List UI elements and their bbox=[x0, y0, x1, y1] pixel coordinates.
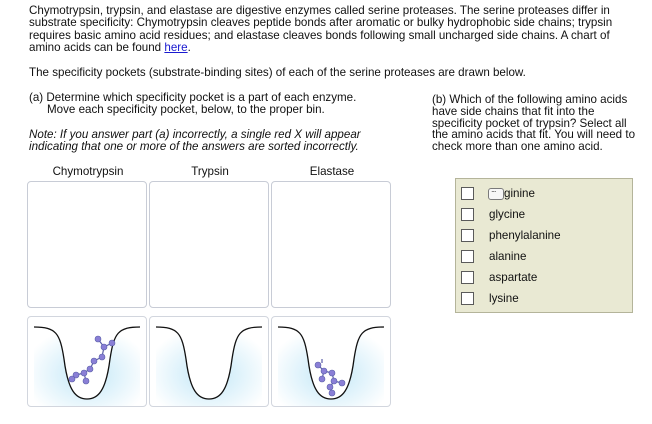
bin-label-chymotrypsin: Chymotrypsin bbox=[52, 165, 124, 178]
intro-paragraph bbox=[29, 5, 629, 55]
question-text: The specificity pockets (substrate-binding sites) of each of the serine proteases are drawn below. bbox=[29, 66, 526, 79]
part-a-instructions bbox=[29, 92, 409, 117]
drop-bin-chymotrypsin[interactable] bbox=[27, 181, 147, 308]
amino-acid-checklist bbox=[455, 178, 633, 313]
drop-bin-elastase[interactable] bbox=[271, 181, 391, 308]
pocket-card-bulky-hydrophobic[interactable] bbox=[27, 316, 147, 407]
part-a-note: Note: If you answer part (a) incorrectly, a single red X will appear indicating that one or more of the answers are sorted incorrectly. bbox=[29, 128, 361, 154]
checkbox-alanine[interactable] bbox=[461, 250, 474, 263]
pocket-deep-empty-drawing bbox=[150, 317, 268, 406]
part-a-line1: (a) Determine which specificity pocket is a part of each enzyme. bbox=[29, 91, 357, 104]
checkbox-phenylalanine[interactable] bbox=[461, 229, 474, 242]
ellipsis-icon[interactable] bbox=[488, 188, 504, 200]
pocket-card-deep-empty[interactable] bbox=[149, 316, 269, 407]
amino-acid-chart-link[interactable]: here bbox=[164, 41, 188, 55]
part-b-question: (b) Which of the following amino acids have side chains that fit into the specificity pocket of trypsin? Select all the amino acids that fit. You will need to check more than one amino acid. bbox=[432, 93, 636, 154]
checkbox-row-arginine[interactable] bbox=[461, 185, 535, 202]
amino-acid-label: alanine bbox=[489, 250, 527, 263]
checkbox-row-glycine[interactable] bbox=[461, 206, 525, 223]
checkbox-row-lysine[interactable] bbox=[461, 290, 519, 307]
checkbox-row-alanine[interactable] bbox=[461, 248, 526, 265]
checkbox-arginine[interactable] bbox=[461, 187, 474, 200]
amino-acid-label: aspartate bbox=[489, 271, 538, 284]
bin-label-trypsin: Trypsin bbox=[191, 165, 229, 178]
checkbox-row-phenylalanine[interactable] bbox=[461, 227, 561, 244]
amino-acid-label: phenylalanine bbox=[489, 229, 561, 242]
pocket-card-small-with-groups[interactable] bbox=[271, 316, 391, 407]
pocket-bulky-hydrophobic-drawing bbox=[28, 317, 146, 406]
intro-end: . bbox=[187, 41, 191, 55]
intro-text: Chymotrypsin, trypsin, and elastase are digestive enzymes called serine proteases. The serine proteases differ in substrate specificity: Chymotrypsin cleaves peptide bonds after aromatic or bulky hydrophobic side chains; trypsin requires basic amino acid residues; and elastase cleaves bonds following small uncharged side chains. A chart of amino acids can be found bbox=[29, 4, 613, 55]
amino-acid-label: lysine bbox=[489, 292, 519, 305]
pocket-small-with-groups-drawing bbox=[272, 317, 390, 406]
drop-bin-trypsin[interactable] bbox=[149, 181, 269, 308]
amino-acid-label: glycine bbox=[489, 208, 526, 221]
checkbox-aspartate[interactable] bbox=[461, 271, 474, 284]
checkbox-glycine[interactable] bbox=[461, 208, 474, 221]
checkbox-lysine[interactable] bbox=[461, 292, 474, 305]
amino-acid-label: ...ginine bbox=[488, 187, 535, 200]
checkbox-row-aspartate[interactable] bbox=[461, 269, 537, 286]
bin-label-elastase: Elastase bbox=[309, 165, 355, 178]
part-a-line2: Move each specificity pocket, below, to the proper bin. bbox=[47, 103, 325, 117]
